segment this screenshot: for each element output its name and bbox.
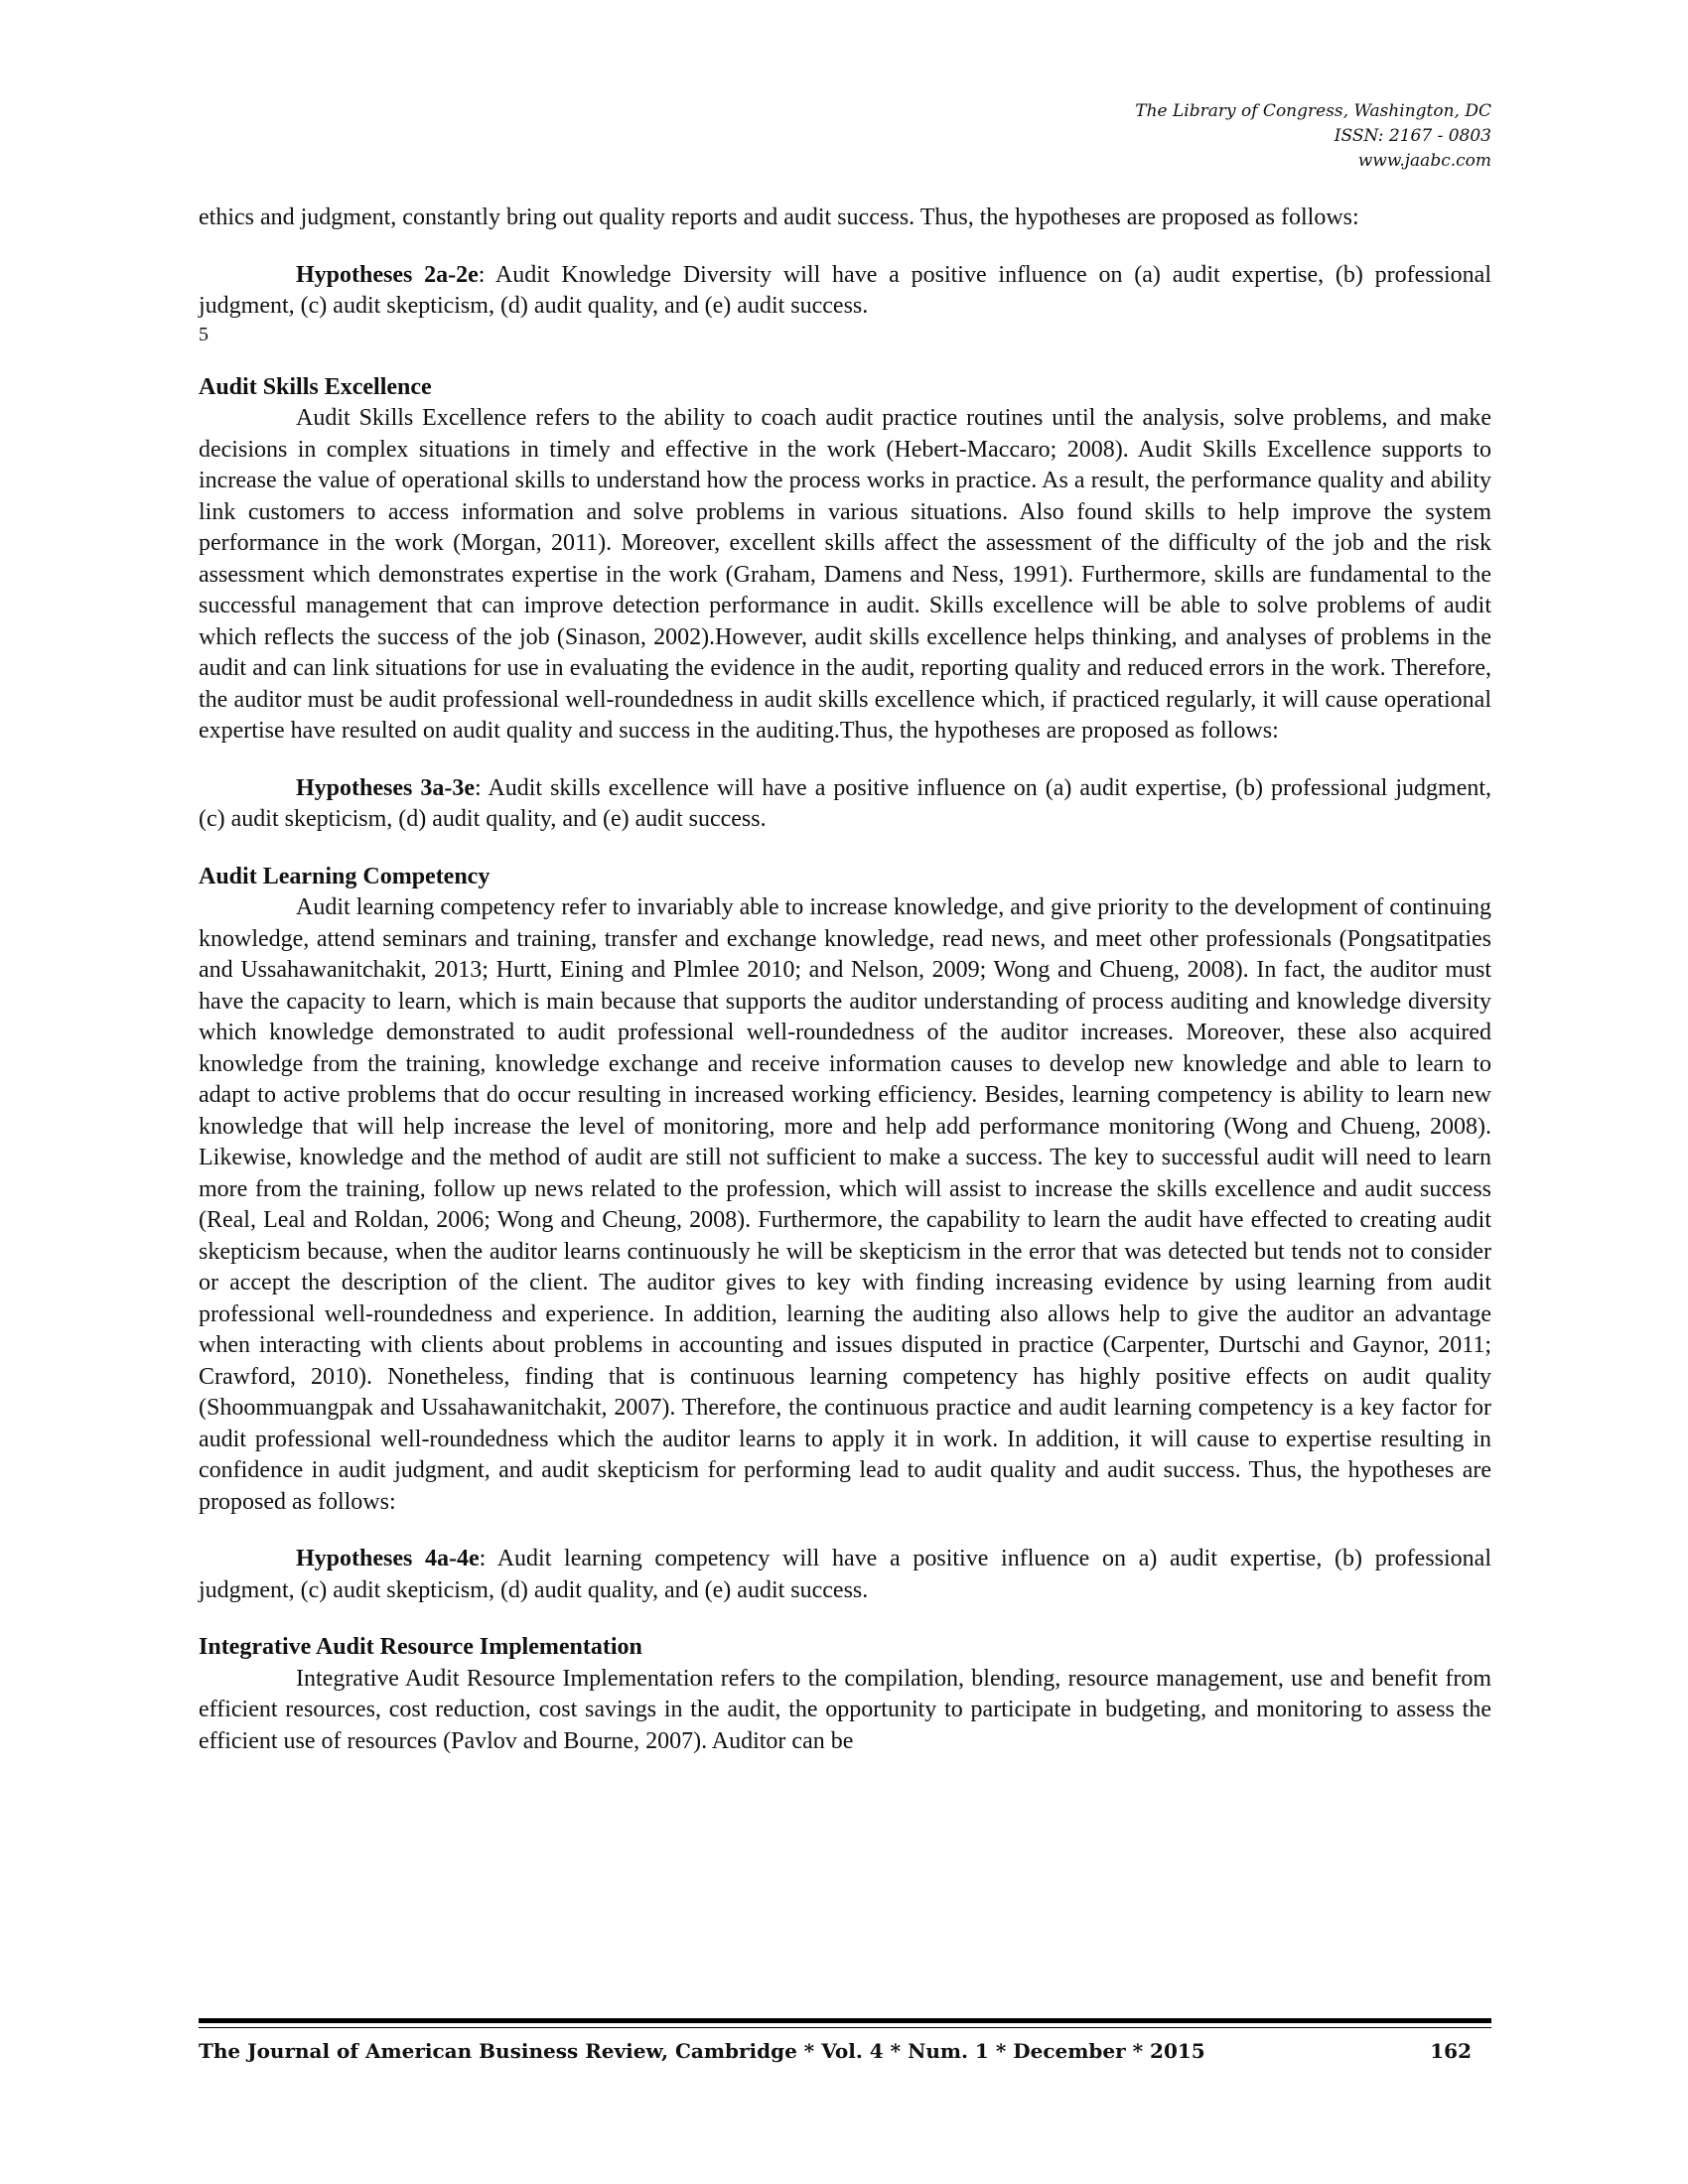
section-audit-learning-competency-paragraph: Audit learning competency refer to invariably able to increase knowledge, and give priority to the development of continuing knowledge, attend seminars and training, transfer and exchange knowledge, read news, and meet other professionals (Pongsatitpaties and Ussahawanitchakit, 2013; Hurtt, Eining and Plmlee 2010; and Nelson, 2009; Wong and Chueng, 2008). In fact, the auditor must have the capacity to learn, which is main because that supports the auditor understanding of process auditing and knowledge diversity which knowledge demonstrated to audit professional well-roundedness of the auditor increases. Moreover, these also acquired knowledge from the training, knowledge exchange and receive information causes to develop new knowledge and able to learn to adapt to active problems that do occur resulting in increased working efficiency. Besides, learning competency is ability to learn new knowledge that will help increase the level of monitoring, more and help add performance monitoring (Wong and Chueng, 2008). Likewise, knowledge and the method of audit are still not sufficient to make a success. The key to successful audit will need to learn more from the training, follow up news related to the profession, which will assist to increase the skills excellence and audit success (Real, Leal and Roldan, 2006; Wong and Cheung, 2008). Furthermore, the capability to learn the audit have effected to creating audit skepticism because, when the auditor learns continuously he will be skepticism in the error that was detected but tends not to consider or accept the description of the client. The auditor gives to key with finding increasing evidence by using learning from audit professional well-roundedness and experience. In addition, learning the auditing also allows help to give the auditor an advantage when interacting with clients about problems in accounting and issues disputed in practice (Carpenter, Durtschi and Gaynor, 2011; Crawford, 2010). Nonetheless, finding that is continuous learning competency has highly positive effects on audit quality (Shoommuangpak and Ussahawanitchakit, 2007). Therefore, the continuous practice and audit learning competency is a key factor for audit professional well-roundedness which the auditor learns to apply it in work. In addition, it will cause to expertise resulting in confidence in audit judgment, and audit skepticism for performing lead to audit quality and audit success. Thus, the hypotheses are proposed as follows: <box>199 894 1491 1515</box>
section-integrative-audit-resource-paragraph: Integrative Audit Resource Implementation refers to the compilation, blending, resource management, use and benefit from efficient resources, cost reduction, cost savings in the audit, the opportunity to participate in budgeting, and monitoring to assess the efficient use of resources (Pavlov and Bourne, 2007). Auditor can be <box>199 1665 1491 1754</box>
footer-rule-thick <box>199 2018 1491 2023</box>
hypothesis-4-text: : Audit learning competency will have a positive influence on a) audit expertise, (b) professional judgment, (c) audit skepticism, (d) audit quality, and (e) audit success. <box>199 1546 1491 1603</box>
section-title-integrative-audit-resource: Integrative Audit Resource Implementation <box>199 1634 642 1660</box>
hypothesis-3-text: : Audit skills excellence will have a positive influence on (a) audit expertise, (b) professional judgment, (c) audit skepticism, (d) audit quality, and (e) audit success. <box>199 774 1492 832</box>
header-website-line: www.jaabc.com <box>1357 151 1491 171</box>
intro-paragraph: ethics and judgment, constantly bring out quality reports and audit success. Thus, the hypotheses are proposed as follows: <box>199 205 1359 230</box>
section-title-audit-learning-competency: Audit Learning Competency <box>199 863 491 889</box>
footer-rule-thin <box>199 2027 1491 2028</box>
hypothesis-2-paragraph <box>199 260 1491 323</box>
hypothesis-2-text: : Audit Knowledge Diversity will have a positive influence on (a) audit expertise, (b) professional judgment, (c) audit skepticism, (d) audit quality, and (e) audit success. <box>199 261 1491 319</box>
footer-page-number: 162 <box>1430 2039 1472 2063</box>
header-library-line: The Library of Congress, Washington, DC <box>1135 101 1491 121</box>
section-title-audit-skills-excellence: Audit Skills Excellence <box>199 373 432 400</box>
hypothesis-3-paragraph <box>199 773 1491 836</box>
hypothesis-4-label: Hypotheses 4a-4e <box>296 1546 480 1571</box>
hypothesis-4-paragraph <box>199 1544 1491 1606</box>
section-audit-skills-excellence-paragraph: Audit Skills Excellence refers to the ability to coach audit practice routines until the analysis, solve problems, and make decisions in complex situations in timely and effective in the work (Hebert-Maccaro; 2008). Audit Skills Excellence supports to increase the value of operational skills to understand how the process works in practice. As a result, the performance quality and ability link customers to access information and solve problems in various situations. Also found skills to help improve the system performance in the work (Morgan, 2011). Moreover, excellent skills affect the assessment of the difficulty of the job and the risk assessment which demonstrates expertise in the work (Graham, Damens and Ness, 1991). Furthermore, skills are fundamental to the successful management that can improve detection performance in audit. Skills excellence will be able to solve problems of audit which reflects the success of the job (Sinason, 2002).However, audit skills excellence helps thinking, and analyses of problems in the audit and can link situations for use in evaluating the evidence in the audit, reporting quality and reduced errors in the work. Therefore, the auditor must be audit professional well-roundedness in audit skills excellence which, if practiced regularly, it will cause operational expertise have resulted on audit quality and success in the auditing.Thus, the hypotheses are proposed as follows: <box>199 405 1491 744</box>
hypothesis-2-label: Hypotheses 2a-2e <box>296 261 479 288</box>
footer-journal-line: The Journal of American Business Review, Cambridge * Vol. 4 * Num. 1 * December * 2015 <box>199 2039 1205 2063</box>
hypothesis-3-label: Hypotheses 3a-3e <box>296 774 476 801</box>
header-issn-line: ISSN: 2167 - 0803 <box>1334 126 1491 146</box>
article-body <box>199 203 1491 1757</box>
page-header <box>1135 99 1491 174</box>
stray-number: 5 <box>199 323 209 345</box>
